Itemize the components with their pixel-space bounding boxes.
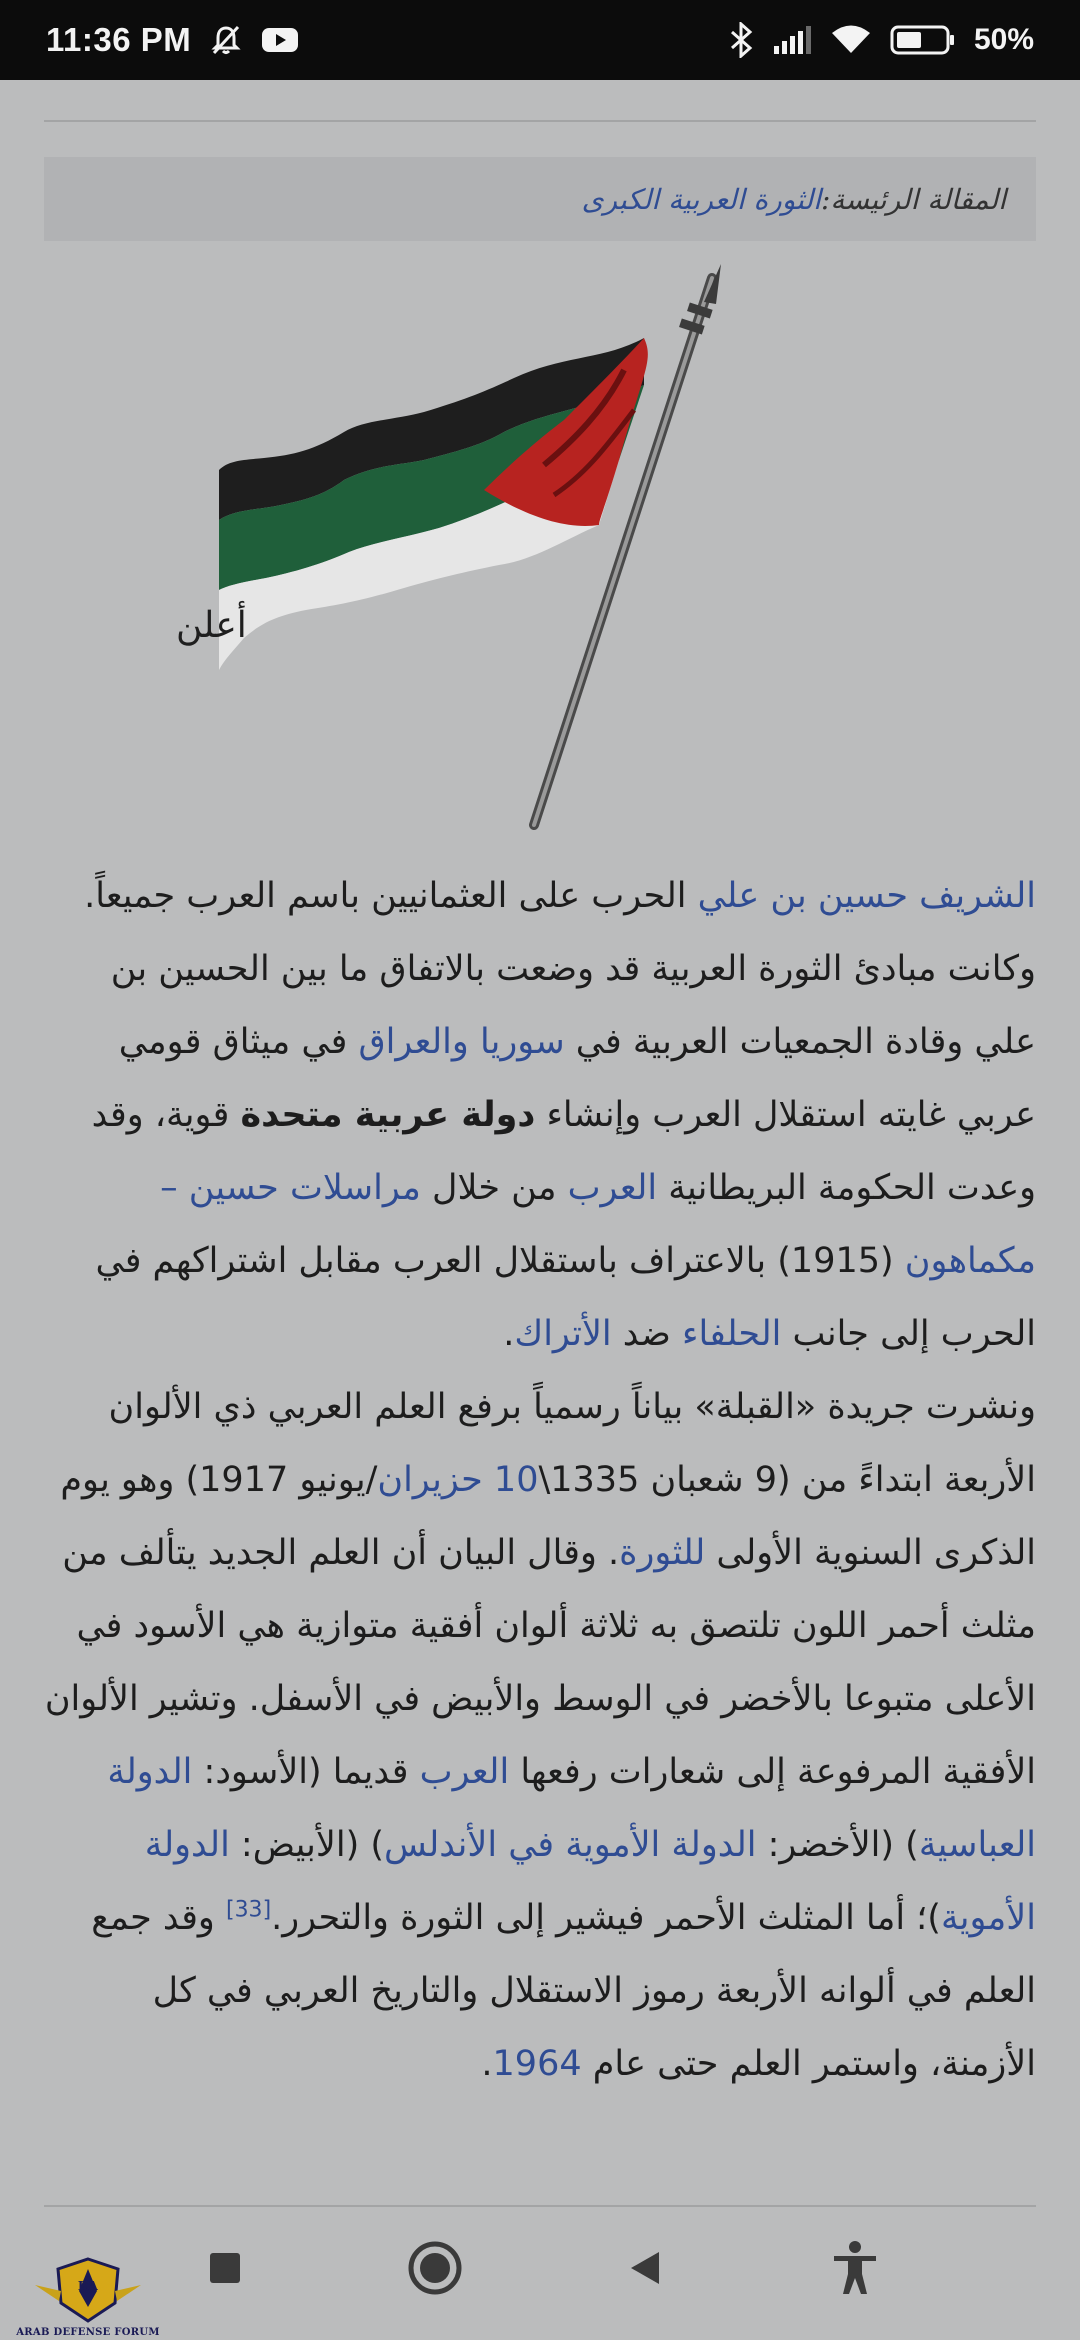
recents-button[interactable] <box>185 2228 265 2308</box>
accessibility-icon <box>830 2240 880 2296</box>
text-run: من خلال <box>420 1168 568 1208</box>
article-paragraph <box>44 1371 1036 2101</box>
watermark-caption: ARAB DEFENSE FORUM <box>16 2327 160 2338</box>
link-10-june[interactable]: 10 حزيران <box>377 1460 539 1500</box>
image-alt-text: أعلن <box>176 605 247 646</box>
hatnote-link[interactable]: الثورة العربية الكبرى <box>581 182 821 216</box>
link-allies[interactable]: الحلفاء <box>682 1314 782 1354</box>
text-run: )؛ أما المثلث الأحمر فيشير إلى الثورة والتحرر. <box>271 1898 941 1938</box>
link-umayyad-andalus[interactable]: الدولة الأموية في الأندلس <box>384 1825 757 1865</box>
forum-watermark <box>8 2228 168 2338</box>
mute-icon <box>209 23 243 57</box>
text-run: . <box>503 1314 515 1354</box>
youtube-icon <box>261 25 299 55</box>
text-run <box>469 1022 480 1062</box>
reference-33[interactable]: [33] <box>225 1897 272 1923</box>
bold-united-arab-state: دولة عربية متحدة <box>240 1095 536 1135</box>
signal-icon <box>772 24 812 56</box>
bluetooth-icon <box>728 22 754 58</box>
battery-percentage: 50% <box>973 23 1034 56</box>
text-run: ) (الأبيض: <box>229 1825 385 1865</box>
text-run: /يونيو 1917) وهو يوم الذكرى السنوية الأولى <box>60 1460 1036 1573</box>
watermark-logo-text: DA <box>77 2279 99 2293</box>
square-icon <box>207 2250 243 2286</box>
main-article-hatnote <box>44 157 1036 241</box>
text-run: ونشرت جريدة «القبلة» بياناً رسمياً برفع العلم العربي ذي الألوان الأربعة ابتداءً من (9 شعبان 1335\ <box>108 1387 1036 1500</box>
article-body <box>44 860 1036 2101</box>
triangle-back-icon <box>625 2248 665 2288</box>
link-1964[interactable]: 1964 <box>492 2044 582 2084</box>
back-button[interactable] <box>605 2228 685 2308</box>
flag-figure[interactable] <box>44 260 1036 840</box>
arab-revolt-flag-image <box>44 260 1036 840</box>
text-run: في ميثاق قومي عربي غايته استقلال العرب وإنشاء <box>118 1022 1036 1135</box>
forum-logo-icon <box>33 2255 143 2331</box>
text-run: ) (الأخضر: <box>756 1825 919 1865</box>
text-run: الحرب على العثمانيين باسم العرب جميعاً. وكانت مبادئ الثورة العربية قد وضعت بالاتفاق ما بين الحسين بن علي وقادة الجمعيات العربية في <box>84 876 1036 1062</box>
text-run: . <box>481 2044 493 2084</box>
battery-icon <box>890 24 956 56</box>
link-arabs-2[interactable]: العرب <box>419 1752 510 1792</box>
link-hussein-mcmahon[interactable]: مراسلات حسين – مكماهون <box>160 1168 1036 1281</box>
link-arabs[interactable]: العرب <box>567 1168 658 1208</box>
wifi-icon <box>830 24 872 56</box>
circle-icon <box>407 2240 463 2296</box>
link-revolution[interactable]: للثورة <box>619 1533 706 1573</box>
link-abbasid-caliphate[interactable]: الدولة العباسية <box>107 1752 1036 1865</box>
link-umayyad-caliphate[interactable]: الدولة الأموية <box>144 1825 1036 1938</box>
text-run: وقد جمع العلم في ألوانه الأربعة رموز الاستقلال والتاريخ العربي في كل الأزمنة، واستمر العلم حتى عام <box>91 1898 1036 2084</box>
text-run: . وقال البيان أن العلم الجديد يتألف من مثلث أحمر اللون تلتصق به ثلاثة ألوان أفقية متوازية هي الأسود في الأعلى متبوعا بالأخضر في الوسط والأبيض في الأسفل. وتشير الألوان الأفقية المرفوعة إلى شعارات رفعها <box>44 1533 1036 1792</box>
link-sharif-hussein[interactable]: الشريف حسين بن علي <box>697 876 1036 916</box>
text-run: ضد <box>611 1314 682 1354</box>
clock: 11:36 PM <box>46 21 192 58</box>
link-syria[interactable]: سوريا <box>479 1022 565 1062</box>
link-turks[interactable]: الأتراك <box>514 1314 612 1354</box>
text-run: قديما (الأسود: <box>192 1752 420 1792</box>
home-button[interactable] <box>395 2228 475 2308</box>
hatnote-prefix: المقالة الرئيسة: <box>820 182 1006 216</box>
link-iraq[interactable]: والعراق <box>358 1022 469 1062</box>
article-paragraph <box>44 860 1036 1371</box>
article-page <box>0 80 1080 2195</box>
accessibility-button[interactable] <box>815 2228 895 2308</box>
text-run: (1915) بالاعتراف باستقلال العرب مقابل اشتراكهم في الحرب إلى جانب <box>95 1241 1036 1354</box>
text-run: قوية، وقد وعدت الحكومة البريطانية <box>91 1095 1036 1208</box>
divider <box>44 120 1036 122</box>
status-bar <box>0 0 1080 80</box>
